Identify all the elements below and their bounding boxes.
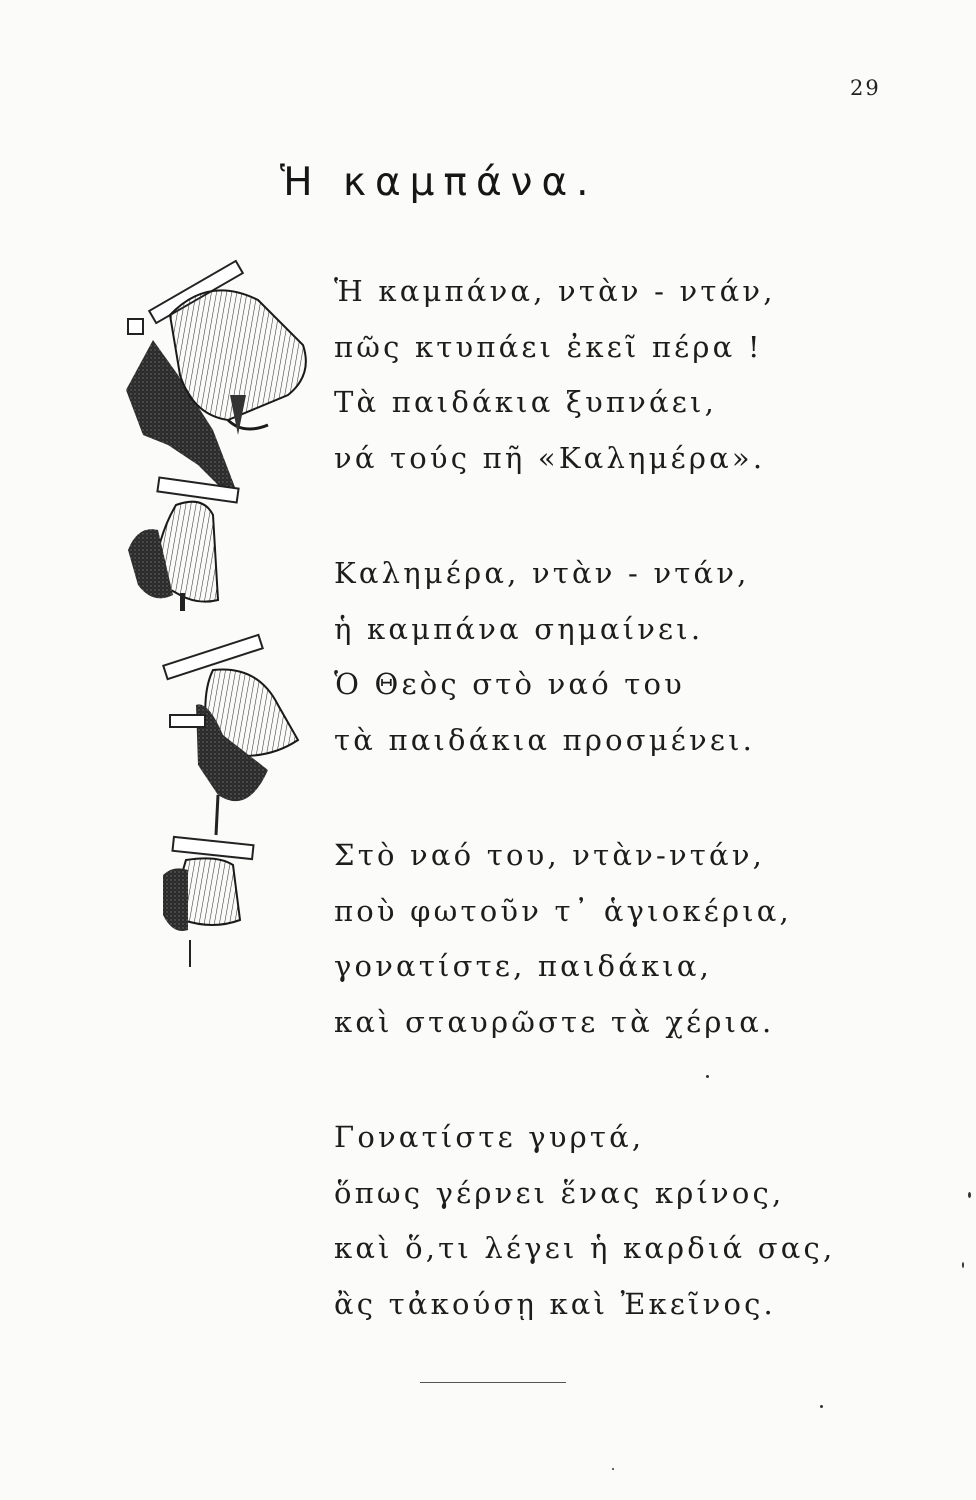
- ink-speck: [706, 1075, 709, 1078]
- stanza-2: [334, 546, 854, 768]
- verse-line: Στὸ ναό του, ντὰν-ντάν,: [334, 838, 766, 872]
- verse-line: πῶς κτυπάει ἐκεῖ πέρα !: [334, 329, 763, 364]
- poem-title: Ἡ καμπάνα.: [280, 160, 598, 205]
- poem-body: [334, 264, 854, 1392]
- bells-illustration-icon: [118, 245, 318, 975]
- verse-line: ὅπως γέρνει ἕνας κρίνος,: [334, 1175, 785, 1210]
- verse-line: καὶ σταυρῶστε τὰ χέρια.: [334, 1004, 775, 1039]
- verse-line: Καλημέρα, ντὰν - ντάν,: [334, 556, 750, 590]
- ink-speck: [820, 1405, 823, 1408]
- verse-line: καὶ ὅ,τι λέγει ἡ καρδιά σας,: [334, 1231, 836, 1265]
- verse-line: ἂς τἀκούσῃ καὶ Ἐκεῖνος.: [334, 1286, 776, 1321]
- stanza-4: [334, 1110, 854, 1332]
- verse-line: Ὁ Θεὸς στὸ ναό του: [334, 667, 685, 701]
- page-number: 29: [850, 76, 881, 100]
- verse-line: ἡ καμπάνα σημαίνει.: [334, 611, 704, 646]
- verse-line: Ἡ καμπάνα, ντὰν - ντάν,: [334, 274, 776, 308]
- verse-line: Τὰ παιδάκια ξυπνάει,: [334, 385, 717, 419]
- stanza-1: [334, 264, 854, 486]
- verse-line: τὰ παιδάκια προσμένει.: [334, 722, 756, 757]
- verse-line: νά τούς πῆ «Καλημέρα».: [334, 440, 766, 475]
- verse-line: ποὺ φωτοῦν τ᾿ ἁγιοκέρια,: [334, 893, 792, 928]
- bell-large: [126, 261, 306, 495]
- bell-medium-1: [128, 478, 239, 611]
- ink-speck: [968, 1192, 971, 1198]
- verse-line: γονατίστε, παιδάκια,: [334, 949, 713, 983]
- end-rule: [420, 1382, 566, 1383]
- ink-speck: [612, 1468, 614, 1470]
- bell-medium-2: [163, 635, 298, 835]
- stanza-3: [334, 828, 854, 1050]
- bell-small: [163, 837, 254, 967]
- ink-speck: [962, 1262, 964, 1268]
- verse-line: Γονατίστε γυρτά,: [334, 1120, 645, 1154]
